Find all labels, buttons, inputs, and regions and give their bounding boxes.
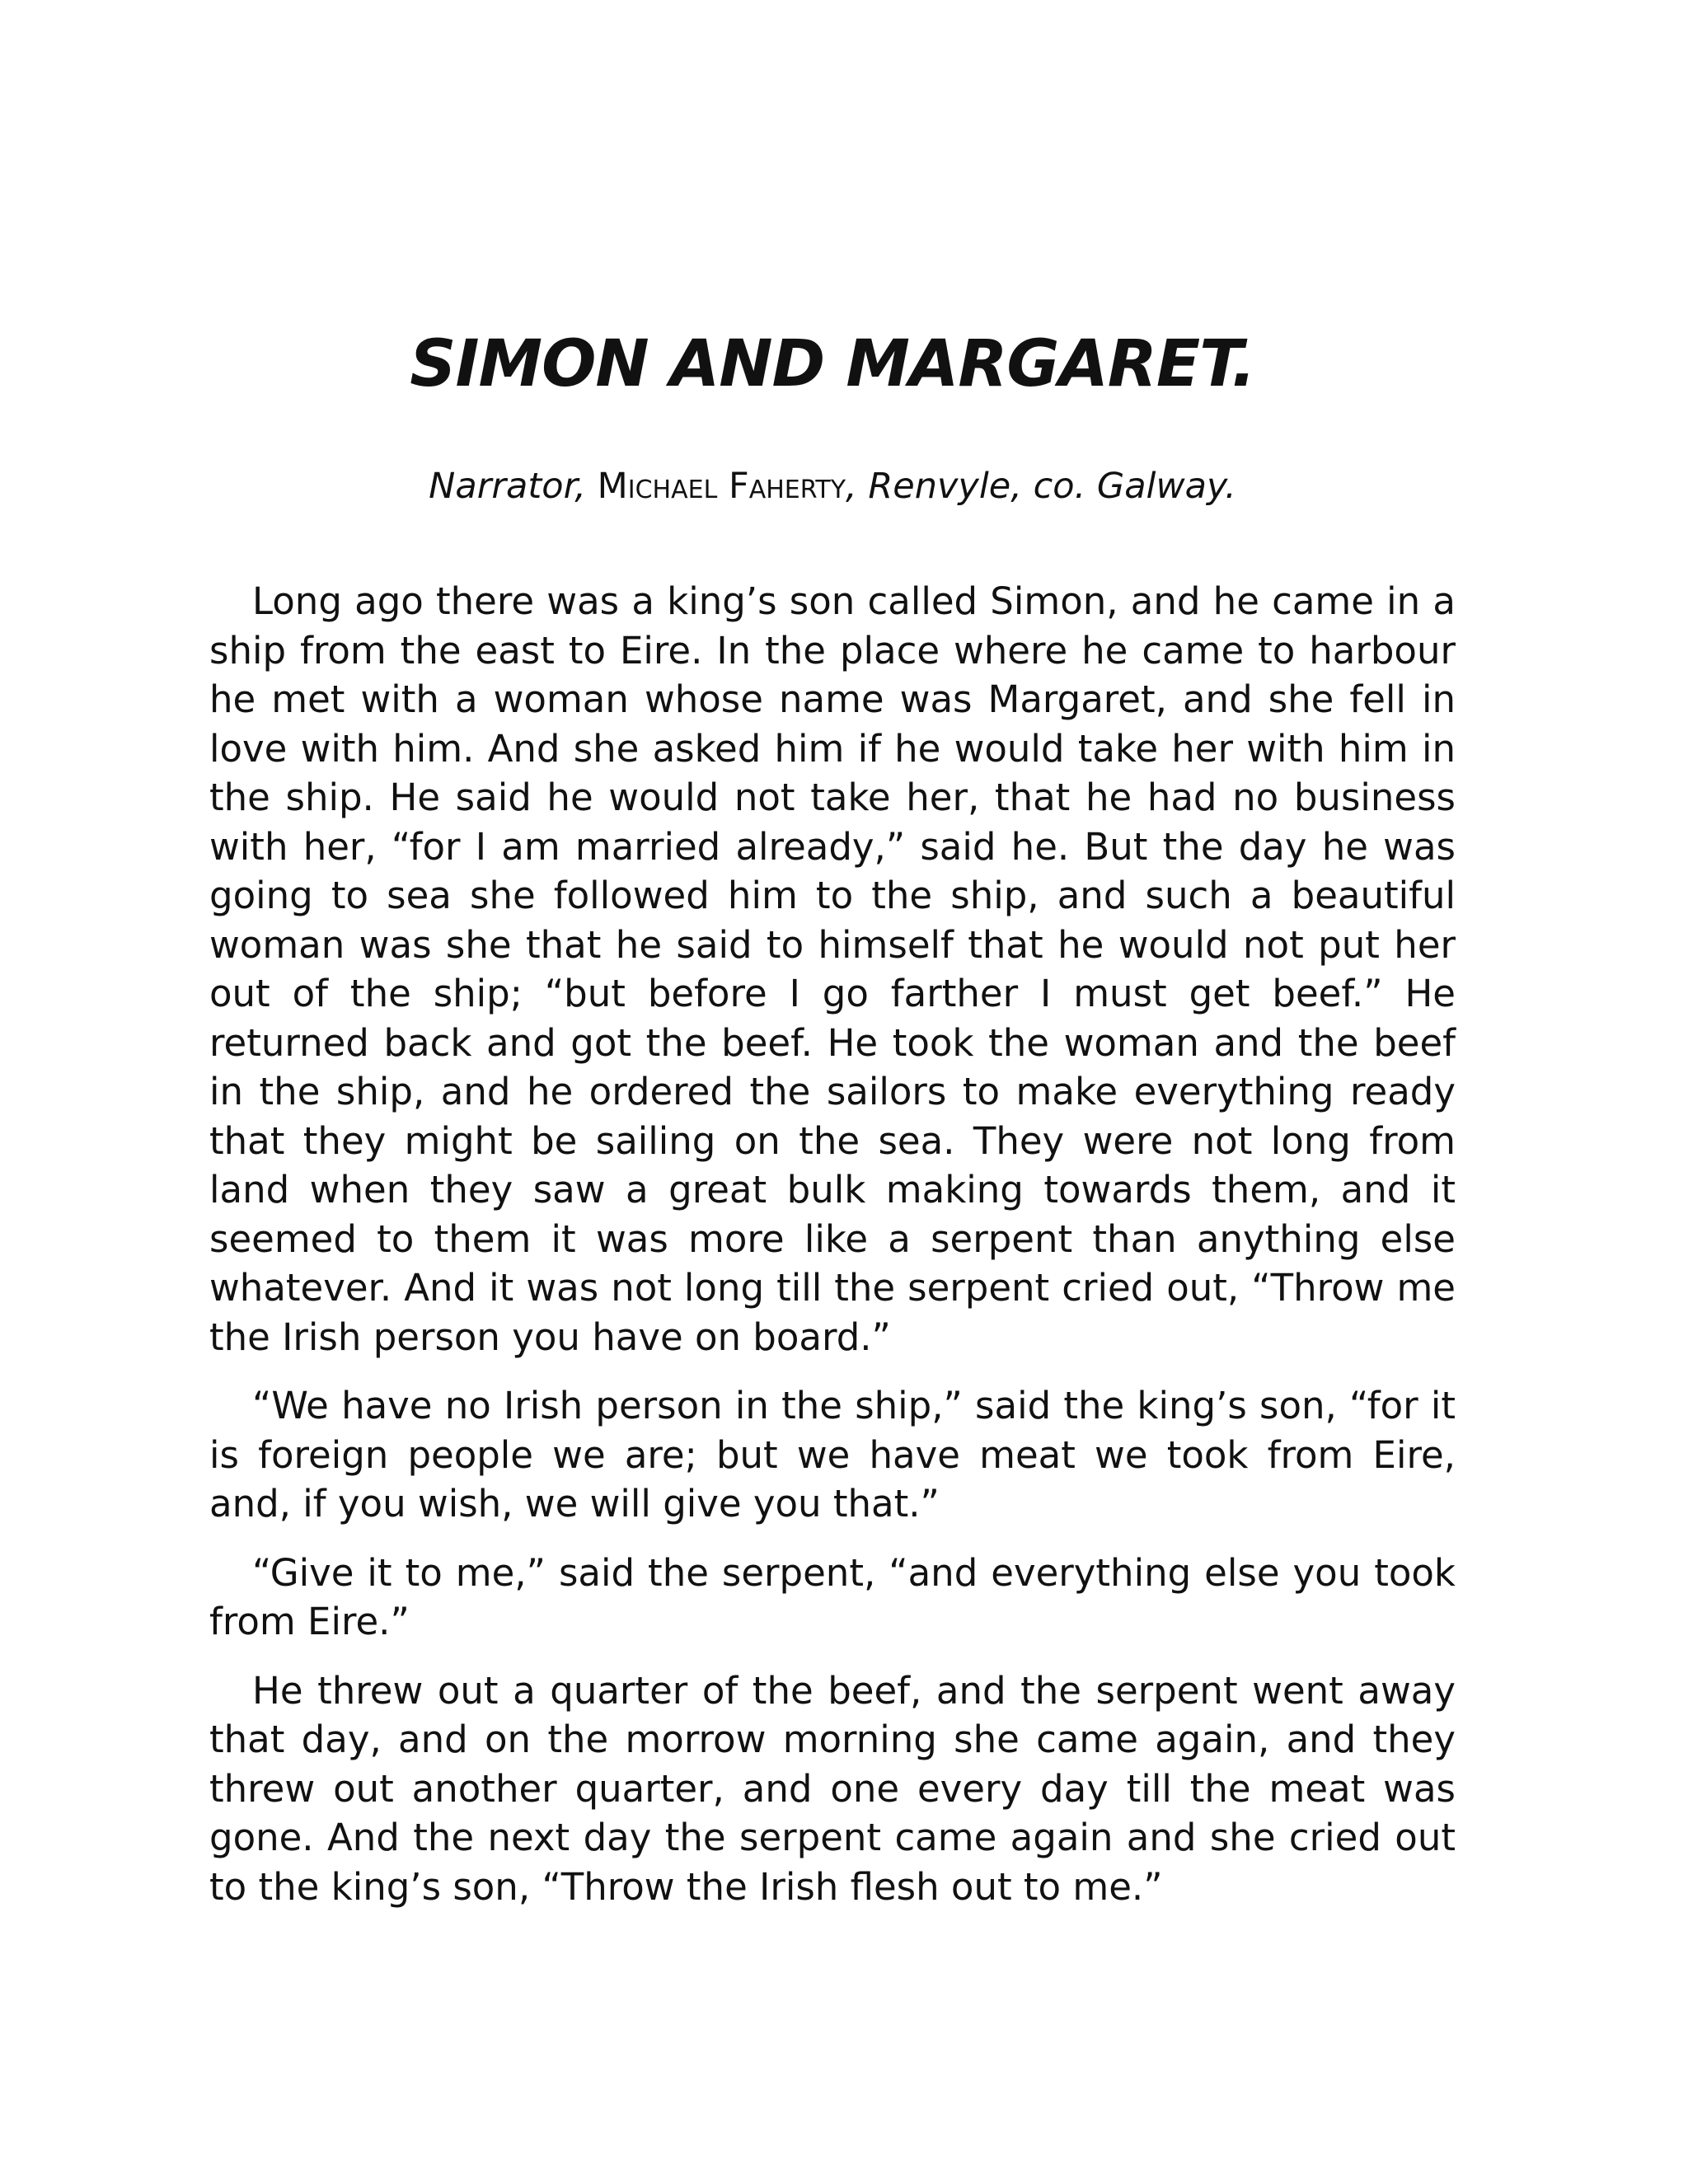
- document-page: [209, 0, 1456, 2184]
- narrator-prefix: Narrator,: [429, 466, 586, 507]
- story-body: [209, 577, 1456, 1931]
- narrator-place: , Renvyle, co. Galway.: [846, 466, 1236, 507]
- narrator-line: [209, 462, 1456, 511]
- story-title: SIMON AND MARGARET.: [410, 327, 1255, 401]
- narrator-name: Michael Faherty: [597, 466, 846, 507]
- paragraph: Long ago there was a king’s son called Simon, and he came in a ship from the east to Eire. In the place where he came to harbour he met with a woman whose name was Margaret, and she fell in love with him. And she asked him if he would take her with him in the ship. He said he would not take her, that he had no business with her, “for I am married already,” said he. But the day he was going to sea she followed him to the ship, and such a beautiful woman was she that he said to himself that he would not put her out of the ship; “but before I go farther I must get beef.” He returned back and got the beef. He took the woman and the beef in the ship, and he ordered the sailors to make everything ready that they might be sailing on the sea. They were not long from land when they saw a great bulk making towards them, and it seemed to them it was more like a serpent than anything else whatever. And it was not long till the serpent cried out, “Throw me the Irish person you have on board.”: [209, 579, 1456, 1359]
- paragraph: “Give it to me,” said the serpent, “and everything else you took from Eire.”: [209, 1550, 1456, 1643]
- paragraph: “We have no Irish person in the ship,” said the king’s son, “for it is foreign people we are; but we have meat we took from Eire, and, if you wish, we will give you that.”: [209, 1384, 1456, 1526]
- paragraph: He threw out a quarter of the beef, and the serpent went away that day, and on the morrow morning she came again, and they threw out another quarter, and one every day till the meat was gone. And the next day the serpent came again and she cried out to the king’s son, “Throw the Irish flesh out to me.”: [209, 1668, 1456, 1909]
